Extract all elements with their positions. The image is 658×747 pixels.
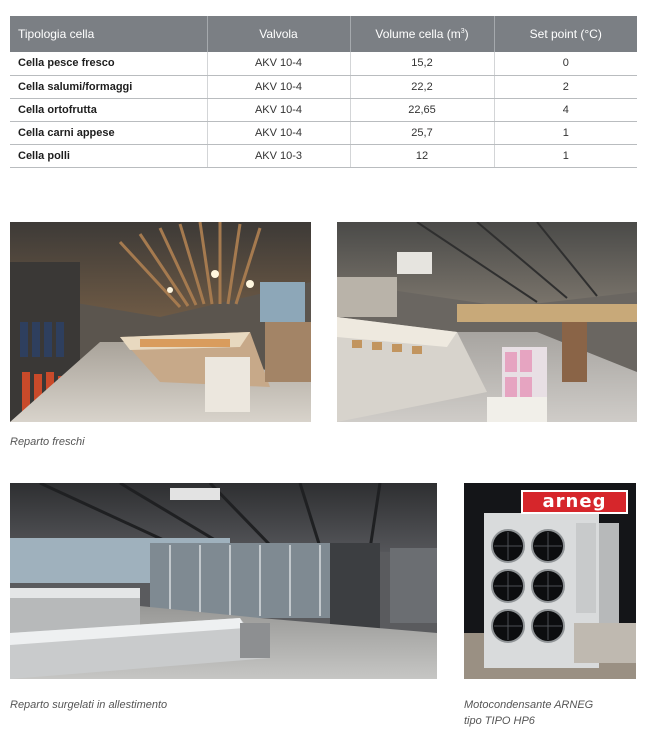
refrigeration-cells-table: [10, 16, 637, 168]
table-row: [10, 144, 637, 167]
cell-volume: 22,2: [350, 75, 494, 98]
cell-type: Cella ortofrutta: [10, 98, 207, 121]
cell-valve: AKV 10-3: [207, 144, 350, 167]
table-row: [10, 98, 637, 121]
cell-setpoint: 1: [494, 144, 637, 167]
caption-condensing-unit: [464, 697, 644, 729]
caption-fresh-department: Reparto freschi: [10, 436, 85, 448]
table-row: [10, 52, 637, 75]
cell-volume: 25,7: [350, 121, 494, 144]
header-cell-type: Tipologia cella: [10, 16, 207, 52]
cell-setpoint: 0: [494, 52, 637, 75]
cell-setpoint: 1: [494, 121, 637, 144]
cell-type: Cella polli: [10, 144, 207, 167]
cell-setpoint: 2: [494, 75, 637, 98]
cell-volume: 22,65: [350, 98, 494, 121]
table-row: [10, 121, 637, 144]
header-volume: Volume cella $(m^3)$: [350, 16, 494, 52]
cell-volume: 12: [350, 144, 494, 167]
cell-valve: AKV 10-4: [207, 98, 350, 121]
header-setpoint: Set point (°C): [494, 16, 637, 52]
caption-frozen-department: Reparto surgelati in allestimento: [10, 699, 168, 711]
cell-type: Cella carni appese: [10, 121, 207, 144]
cell-volume: 15,2: [350, 52, 494, 75]
cell-valve: AKV 10-4: [207, 52, 350, 75]
cell-type: Cella pesce fresco: [10, 52, 207, 75]
cell-type: Cella salumi/formaggi: [10, 75, 207, 98]
table-header-row: [10, 16, 637, 52]
cell-valve: AKV 10-4: [207, 75, 350, 98]
arneg-logo: arneg: [521, 490, 628, 514]
header-valve: Valvola: [207, 16, 350, 52]
photo-fresh-counters: [337, 222, 637, 422]
cell-valve: AKV 10-4: [207, 121, 350, 144]
caption-unit-line-2: tipo TIPO HP6: [464, 715, 535, 727]
photo-fresh-department: [10, 222, 311, 422]
caption-unit-line-1: Motocondensante ARNEG: [464, 699, 594, 711]
cell-setpoint: 4: [494, 98, 637, 121]
table-row: [10, 75, 637, 98]
photo-frozen-department: [10, 483, 437, 679]
